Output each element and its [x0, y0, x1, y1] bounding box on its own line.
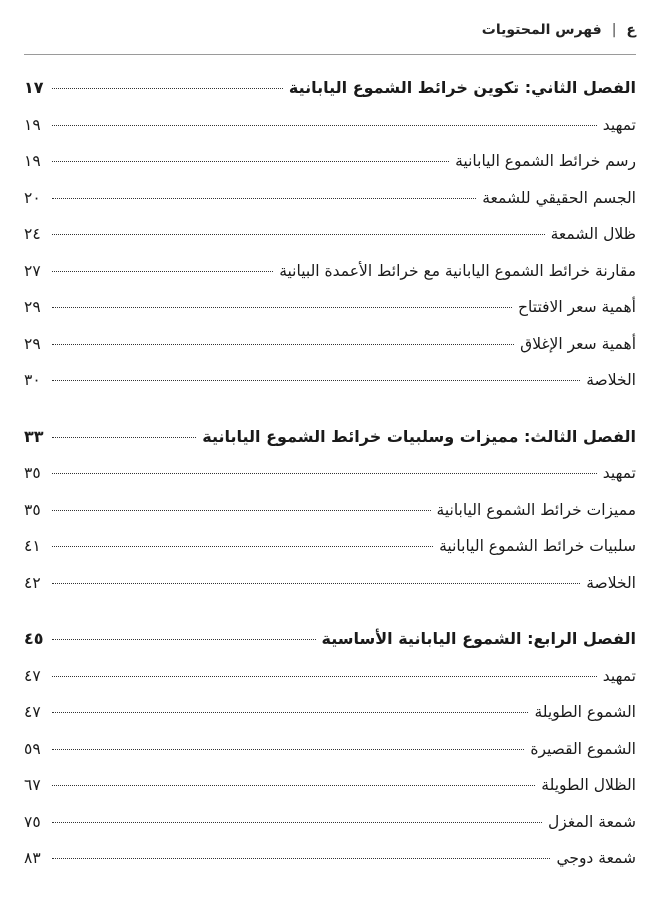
- page-ref: ٣٠: [24, 371, 41, 389]
- toc-entry[interactable]: [24, 216, 636, 253]
- entry-title: رسم خرائط الشموع اليابانية: [455, 152, 636, 170]
- entry-title: الجسم الحقيقي للشمعة: [482, 188, 636, 207]
- dot-leader: [52, 125, 597, 126]
- chapter-entry[interactable]: [24, 70, 636, 107]
- page-ref: ١٩: [24, 115, 41, 134]
- toc-entry[interactable]: [24, 492, 636, 529]
- toc-entry[interactable]: [24, 289, 636, 326]
- toc-entry[interactable]: [24, 253, 636, 290]
- dot-leader: [52, 583, 580, 584]
- dot-leader: [52, 271, 273, 272]
- toc-entry[interactable]: [24, 767, 636, 804]
- dot-leader: [52, 380, 580, 381]
- dot-leader: [52, 676, 597, 677]
- page-ref: ٢٤: [24, 225, 41, 243]
- header-separator: |: [611, 22, 617, 38]
- page-ref: ٤٧: [24, 703, 41, 721]
- page-header: [24, 18, 636, 42]
- page-ref: ١٩: [24, 152, 41, 170]
- toc-entry[interactable]: [24, 565, 636, 602]
- page-ref: ٤٥: [24, 629, 44, 648]
- dot-leader: [52, 344, 514, 345]
- chapter-entry[interactable]: [24, 419, 636, 456]
- page-ref: ٧٥: [24, 812, 41, 831]
- page-ref: ٨٣: [24, 849, 41, 867]
- dot-leader: [52, 785, 535, 786]
- entry-title: أهمية سعر الافتتاح: [518, 298, 636, 316]
- entry-title: الظلال الطويلة: [541, 776, 636, 794]
- entry-title: مميزات خرائط الشموع اليابانية: [436, 500, 636, 519]
- toc-entry[interactable]: [24, 326, 636, 363]
- entry-title: أهمية سعر الإغلاق: [520, 334, 636, 353]
- toc-entry[interactable]: [24, 804, 636, 841]
- dot-leader: [52, 473, 597, 474]
- page-ref: ١٧: [24, 78, 44, 97]
- page-ref: ٦٧: [24, 776, 41, 794]
- section-gap: [24, 399, 636, 419]
- toc-entry[interactable]: [24, 143, 636, 180]
- dot-leader: [52, 88, 283, 89]
- page-ref: ٢٧: [24, 261, 41, 280]
- chapter-title: الفصل الرابع: الشموع اليابانية الأساسية: [321, 629, 636, 648]
- toc-entry[interactable]: [24, 107, 636, 144]
- dot-leader: [52, 161, 449, 162]
- page-ref: ٤٢: [24, 573, 41, 592]
- dot-leader: [52, 234, 545, 235]
- page-ref: ٤١: [24, 537, 41, 555]
- toc-entry[interactable]: [24, 528, 636, 565]
- page-ref: ٢٩: [24, 334, 41, 353]
- entry-title: شمعة دوجي: [556, 849, 636, 867]
- toc-entry[interactable]: [24, 840, 636, 877]
- entry-title: تمهيد: [602, 464, 636, 482]
- page-ref: ٣٥: [24, 500, 41, 519]
- page-number: ع: [626, 22, 636, 38]
- header-rule: [24, 54, 636, 55]
- page-ref: ٢٠: [24, 188, 41, 207]
- entry-title: الشموع القصيرة: [530, 739, 636, 758]
- toc-entry[interactable]: [24, 362, 636, 399]
- dot-leader: [52, 307, 512, 308]
- entry-title: تمهيد: [602, 666, 636, 685]
- dot-leader: [52, 858, 550, 859]
- chapter-title: الفصل الثاني: تكوين خرائط الشموع اليابانية: [288, 78, 636, 97]
- dot-leader: [52, 437, 196, 438]
- dot-leader: [52, 198, 476, 199]
- entry-title: تمهيد: [602, 115, 636, 134]
- dot-leader: [52, 639, 316, 640]
- table-of-contents: [24, 70, 636, 877]
- entry-title: الشموع الطويلة: [534, 703, 636, 721]
- dot-leader: [52, 546, 433, 547]
- page-ref: ٤٧: [24, 666, 41, 685]
- section-gap: [24, 601, 636, 621]
- entry-title: مقارنة خرائط الشموع اليابانية مع خرائط الأعمدة البيانية: [279, 261, 636, 280]
- entry-title: الخلاصة: [586, 371, 636, 389]
- toc-entry[interactable]: [24, 731, 636, 768]
- entry-title: ظلال الشمعة: [550, 225, 636, 243]
- page-ref: ٣٣: [24, 426, 44, 446]
- dot-leader: [52, 510, 431, 511]
- toc-entry[interactable]: [24, 658, 636, 695]
- dot-leader: [52, 822, 542, 823]
- chapter-title: الفصل الثالث: مميزات وسلبيات خرائط الشموع اليابانية: [202, 426, 636, 446]
- page-ref: ٢٩: [24, 298, 41, 316]
- entry-title: شمعة المغزل: [548, 812, 636, 831]
- dot-leader: [52, 712, 528, 713]
- header-title: فهرس المحتويات: [481, 22, 602, 38]
- toc-entry[interactable]: [24, 694, 636, 731]
- page-ref: ٥٩: [24, 739, 41, 758]
- page-ref: ٣٥: [24, 464, 41, 482]
- entry-title: الخلاصة: [586, 573, 636, 592]
- dot-leader: [52, 749, 524, 750]
- toc-entry[interactable]: [24, 455, 636, 492]
- chapter-entry[interactable]: [24, 621, 636, 658]
- entry-title: سلبيات خرائط الشموع اليابانية: [439, 537, 636, 555]
- toc-entry[interactable]: [24, 180, 636, 217]
